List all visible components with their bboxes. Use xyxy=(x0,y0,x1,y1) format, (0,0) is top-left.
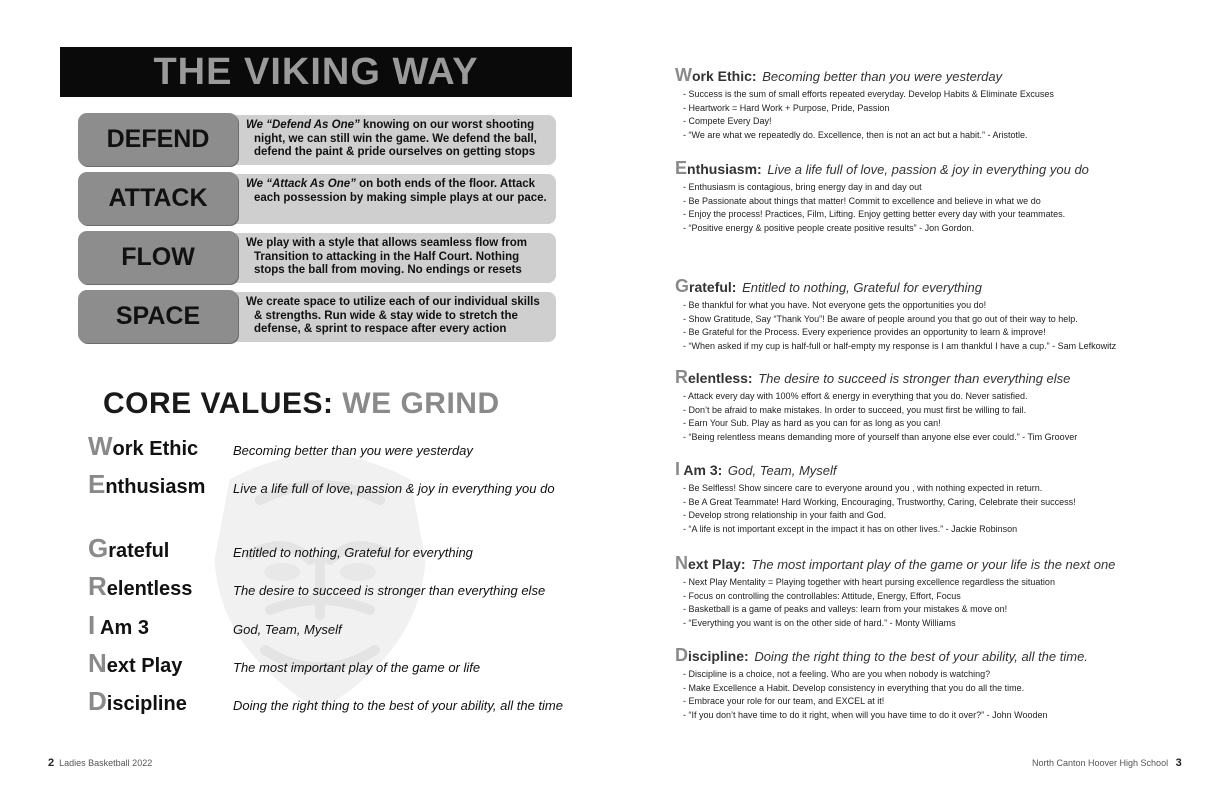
value-name xyxy=(88,686,187,717)
value-rest: iscipline xyxy=(106,693,187,715)
pillar-desc-line1 xyxy=(246,237,527,249)
pillar-desc-emphasis: We “Defend As One” xyxy=(246,119,360,131)
value-name xyxy=(88,431,198,462)
value-rest: elentless xyxy=(106,578,193,600)
bullet-item: - Heartwork = Hard Work + Purpose, Pride, Passion xyxy=(683,102,1195,116)
value-rest: ork Ethic xyxy=(112,438,199,460)
value-description: Becoming better than you were yesterday xyxy=(233,443,473,458)
right-footer xyxy=(1032,757,1182,769)
section-heading xyxy=(675,645,1195,666)
section-heading xyxy=(675,553,1195,574)
value-initial: E xyxy=(88,469,106,499)
bullet-item: - Develop strong relationship in your faith and God. xyxy=(683,509,1195,523)
section-heading xyxy=(675,276,1195,297)
value-rest: ext Play xyxy=(106,655,183,677)
bullet-item: - Enjoy the process! Practices, Film, Lifting. Enjoy getting better every day with your teammates. xyxy=(683,208,1195,222)
section-word: iscipline: xyxy=(688,648,749,664)
value-initial: W xyxy=(88,431,113,461)
value-row xyxy=(88,572,588,602)
value-name xyxy=(88,469,205,500)
footer-text: Ladies Basketball 2022 xyxy=(59,758,153,768)
core-title-black: CORE VALUES: xyxy=(103,387,343,420)
section-grateful xyxy=(675,276,1195,353)
section-initial: I xyxy=(675,459,681,479)
section-relentless xyxy=(675,367,1195,444)
pillar-flow xyxy=(78,231,556,284)
value-description: Entitled to nothing, Grateful for everything xyxy=(233,545,473,560)
pillar-description xyxy=(228,292,556,342)
pillar-desc-text-2: & strengths. Run wide & stay wide to stretch the defense, & sprint to respace after every action xyxy=(254,309,518,335)
bullet-item: - Show Gratitude, Say “Thank You”! Be aware of people around you that go out of their way to help. xyxy=(683,313,1195,327)
value-rest: nthusiasm xyxy=(105,476,206,498)
value-row xyxy=(88,432,588,462)
value-description: The most important play of the game or life xyxy=(233,660,481,675)
section-heading xyxy=(675,367,1195,388)
section-word: elentless: xyxy=(688,370,753,386)
value-name xyxy=(88,648,182,679)
section-initial: N xyxy=(675,553,688,573)
value-row xyxy=(88,534,588,564)
value-name xyxy=(88,533,169,564)
value-initial: G xyxy=(88,533,109,563)
section-heading xyxy=(675,459,1195,480)
bullet-list xyxy=(683,181,1195,235)
bullet-item: - “Positive energy & positive people create positive results” - Jon Gordon. xyxy=(683,222,1195,236)
value-initial: D xyxy=(88,686,107,716)
section-heading xyxy=(675,65,1195,86)
bullet-list xyxy=(683,576,1195,630)
banner-title: THE VIKING WAY xyxy=(153,50,479,93)
section-tagline: Live a life full of love, passion & joy in everything you do xyxy=(767,162,1089,177)
bullet-list xyxy=(683,390,1195,444)
bullet-item: - Be Selfless! Show sincere care to everyone around you , with nothing expected in return. xyxy=(683,482,1195,496)
pillar-description xyxy=(228,233,556,283)
section-word: rateful: xyxy=(689,279,737,295)
value-initial: N xyxy=(88,648,107,678)
section-initial: G xyxy=(675,276,690,296)
bullet-item: - Next Play Mentality = Playing together with heart pursing excellence regardless the situation xyxy=(683,576,1195,590)
section-tagline: Becoming better than you were yesterday xyxy=(762,69,1003,84)
footer-text: North Canton Hoover High School xyxy=(1032,758,1169,768)
section-i-am-3 xyxy=(675,459,1195,536)
section-initial: R xyxy=(675,367,688,387)
value-description: The desire to succeed is stronger than everything else xyxy=(233,583,546,598)
bullet-item: - Be Grateful for the Process. Every experience provides an opportunity to learn & improve! xyxy=(683,326,1195,340)
bullet-item: - Be thankful for what you have. Not everyone gets the opportunities you do! xyxy=(683,299,1195,313)
bullet-item: - Success is the sum of small efforts repeated everyday. Develop Habits & Eliminate Excuses xyxy=(683,88,1195,102)
bullet-item: - Attack every day with 100% effort & energy in everything that you do. Never satisfied. xyxy=(683,390,1195,404)
bullet-list xyxy=(683,299,1195,353)
bullet-item: - “We are what we repeatedly do. Excellence, then is not an act but a habit.” - Aristotle. xyxy=(683,129,1195,143)
bullet-item: - Don’t be afraid to make mistakes. In order to succeed, you must first be willing to fail. xyxy=(683,404,1195,418)
pillar-description xyxy=(228,174,556,224)
pillar-desc-text-2: night, we can still win the game. We defend the ball, defend the paint & pride ourselves on getting stops xyxy=(254,132,537,158)
bullet-item: - “Being relentless means demanding more of yourself than anyone else ever could.” - Tim Groover xyxy=(683,431,1195,445)
pillar-defend xyxy=(78,113,556,166)
bullet-item: - Make Excellence a Habit. Develop consistency in everything that you do all the time. xyxy=(683,682,1195,696)
pillar-desc-text-2: Transition to attacking in the Half Court. Nothing stops the ball from moving. No endings or resets xyxy=(254,250,522,276)
pillar-desc-line1 xyxy=(246,178,535,190)
value-name xyxy=(88,610,149,641)
value-description: Doing the right thing to the best of your ability, all the time xyxy=(233,698,563,713)
value-name xyxy=(88,571,192,602)
pillar-desc-text-2: each possession by making simple plays at our pace. xyxy=(254,191,547,204)
value-initial: I xyxy=(88,610,96,640)
pillar-space xyxy=(78,290,556,343)
viking-way-banner xyxy=(60,47,572,97)
section-word: nthusiasm: xyxy=(687,161,762,177)
bullet-item: - Be A Great Teammate! Hard Working, Encouraging, Trustworthy, Caring, Celebrate their success! xyxy=(683,496,1195,510)
pillar-desc-text: on both ends of the floor. Attack xyxy=(355,178,536,190)
pillar-label: SPACE xyxy=(78,290,238,343)
bullet-item: - Discipline is a choice, not a feeling. Who are you when nobody is watching? xyxy=(683,668,1195,682)
bullet-list xyxy=(683,668,1195,722)
section-initial: E xyxy=(675,158,688,178)
left-footer xyxy=(48,757,152,769)
bullet-item: - Be Passionate about things that matter! Commit to excellence and believe in what we do xyxy=(683,195,1195,209)
section-tagline: The desire to succeed is stronger than everything else xyxy=(758,371,1071,386)
value-rest: rateful xyxy=(108,540,170,562)
section-heading xyxy=(675,158,1195,179)
core-title-grey: WE GRIND xyxy=(342,387,500,420)
bullet-list xyxy=(683,482,1195,536)
bullet-item: - “If you don’t have time to do it right, when will you have time to do it over?” - John Wooden xyxy=(683,709,1195,723)
bullet-item: - Enthusiasm is contagious, bring energy day in and day out xyxy=(683,181,1195,195)
bullet-item: - Compete Every Day! xyxy=(683,115,1195,129)
pillar-desc-line1 xyxy=(246,119,534,131)
section-initial: W xyxy=(675,65,692,85)
value-row xyxy=(88,470,588,500)
section-initial: D xyxy=(675,645,688,665)
page-number: 3 xyxy=(1175,757,1182,769)
pillar-label: DEFEND xyxy=(78,113,238,166)
value-row xyxy=(88,687,588,717)
section-word: ext Play: xyxy=(688,556,746,572)
bullet-item: - “Everything you want is on the other side of hard.” - Monty Williams xyxy=(683,617,1195,631)
pillar-desc-text: We create space to utilize each of our individual skills xyxy=(246,296,540,308)
page-number: 2 xyxy=(48,757,55,769)
value-initial: R xyxy=(88,571,107,601)
pillar-attack xyxy=(78,172,556,225)
value-row xyxy=(88,649,588,679)
section-next-play xyxy=(675,553,1195,630)
core-values-title xyxy=(103,387,500,421)
bullet-item: - “When asked if my cup is half-full or half-empty my response is I am thankful I have a cup.” - Sam Lefkowitz xyxy=(683,340,1195,354)
section-word: ork Ethic: xyxy=(692,68,757,84)
pillar-label: ATTACK xyxy=(78,172,238,225)
value-description: God, Team, Myself xyxy=(233,622,342,637)
section-tagline: Entitled to nothing, Grateful for everything xyxy=(742,280,983,295)
bullet-item: - Focus on controlling the controllables: Attitude, Energy, Effort, Focus xyxy=(683,590,1195,604)
pillar-label: FLOW xyxy=(78,231,238,284)
bullet-item: - Basketball is a game of peaks and valleys: learn from your mistakes & move on! xyxy=(683,603,1195,617)
section-discipline xyxy=(675,645,1195,722)
bullet-item: - “A life is not important except in the impact it has on other lives.” - Jackie Robinson xyxy=(683,523,1195,537)
pillar-desc-line1 xyxy=(246,296,540,308)
section-word: Am 3: xyxy=(680,462,723,478)
pillar-desc-text: knowing on our worst shooting xyxy=(359,119,535,131)
section-tagline: God, Team, Myself xyxy=(727,463,837,478)
pillar-description xyxy=(228,115,556,165)
value-rest: Am 3 xyxy=(95,617,149,639)
section-tagline: The most important play of the game or your life is the next one xyxy=(751,557,1116,572)
pillar-desc-emphasis: We “Attack As One” xyxy=(246,178,356,190)
value-description: Live a life full of love, passion & joy in everything you do xyxy=(233,481,555,496)
section-tagline: Doing the right thing to the best of your ability, all the time. xyxy=(754,649,1088,664)
section-enthusiasm xyxy=(675,158,1195,235)
bullet-list xyxy=(683,88,1195,142)
pillar-desc-text: We play with a style that allows seamless flow from xyxy=(246,237,527,249)
section-work-ethic xyxy=(675,65,1195,142)
bullet-item: - Earn Your Sub. Play as hard as you can for as long as you can! xyxy=(683,417,1195,431)
bullet-item: - Embrace your role for our team, and EXCEL at it! xyxy=(683,695,1195,709)
value-row xyxy=(88,611,588,641)
right-page xyxy=(612,0,1224,792)
